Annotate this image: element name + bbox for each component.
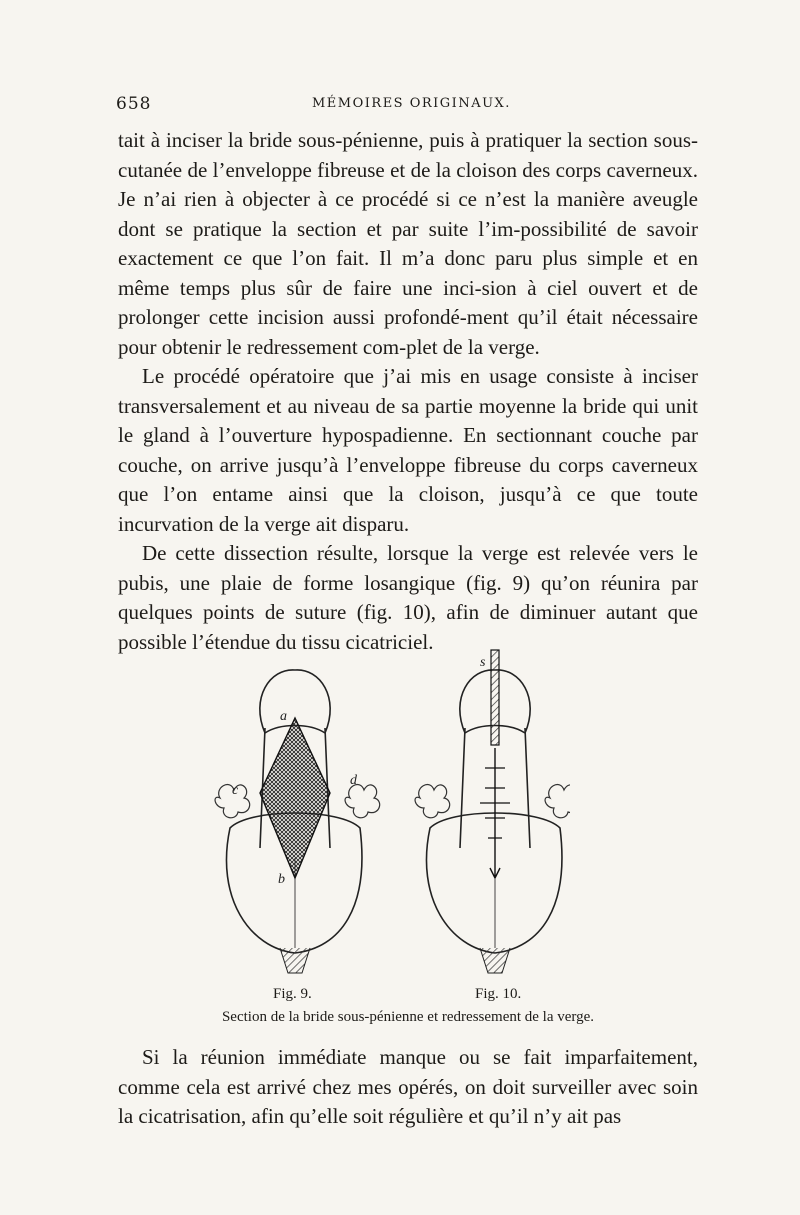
page-number: 658 <box>116 94 152 114</box>
fig9-letter-d: d <box>350 773 357 788</box>
paragraph-3: De cette dissection résulte, lorsque la verge est relevée vers le pubis, une plaie de forme losangique (fig. 9) qu’on réunira par quelques points de suture (fig. 10), afin de diminuer autant que possible l’étendue du tissu cicatriciel. <box>118 541 698 654</box>
fig9-letter-c: c <box>232 783 239 798</box>
running-title: MÉMOIRES ORIGINAUX. <box>312 96 511 111</box>
fig9-label: Fig. 9. <box>273 986 312 1002</box>
paragraph-1: tait à inciser la bride sous-pénienne, puis à pratiquer la section sous-cutanée de l’enveloppe fibreuse et de la cloison des corps caverneux. Je n’ai rien à objecter à ce procédé si ce n’est la manière aveugle dont se pratique la section et par suite l’im-possibilité de savoir exactement ce que l’on fait. Il m’a donc paru plus simple et en même temps plus sûr de faire une inci-sion à ciel ouvert et de prolonger cette incision aussi profondé-ment qu’il était nécessaire pour obtenir le redressement com-plet de la verge. <box>118 128 698 359</box>
fig10-letter-s: s <box>480 655 486 670</box>
fig9-letter-a: a <box>280 709 287 724</box>
fig9-letter-b: b <box>278 872 285 887</box>
figure-caption: Section de la bride sous-pénienne et redressement de la verge. <box>221 1009 595 1025</box>
figure-illustrations <box>210 648 570 980</box>
running-header <box>116 94 696 118</box>
figure-10-drawing <box>415 650 570 973</box>
paragraph-4: Si la réunion immédiate manque ou se fait imparfaitement, comme cela est arrivé chez mes opérés, on doit surveiller avec soin la cicatrisation, afin qu’elle soit régulière et qu’il n’y ait pas <box>118 1045 698 1128</box>
figure-labels <box>118 986 698 1006</box>
paragraph-2: Le procédé opératoire que j’ai mis en usage consiste à inciser transversalement et au niveau de sa partie moyenne la bride qui unit le gland à l’ouverture hypospadienne. En sectionnant couche par couche, on arrive jusqu’à l’enveloppe fibreuse du corps caverneux que l’on entame ainsi que la cloison, jusqu’à ce que toute incurvation de la verge ait disparu. <box>118 364 698 536</box>
bottom-text-block <box>118 1043 698 1132</box>
fig10-label: Fig. 10. <box>475 986 522 1002</box>
main-text-block <box>118 126 698 657</box>
figure-9-drawing <box>215 670 380 973</box>
figure-svg <box>210 648 570 980</box>
